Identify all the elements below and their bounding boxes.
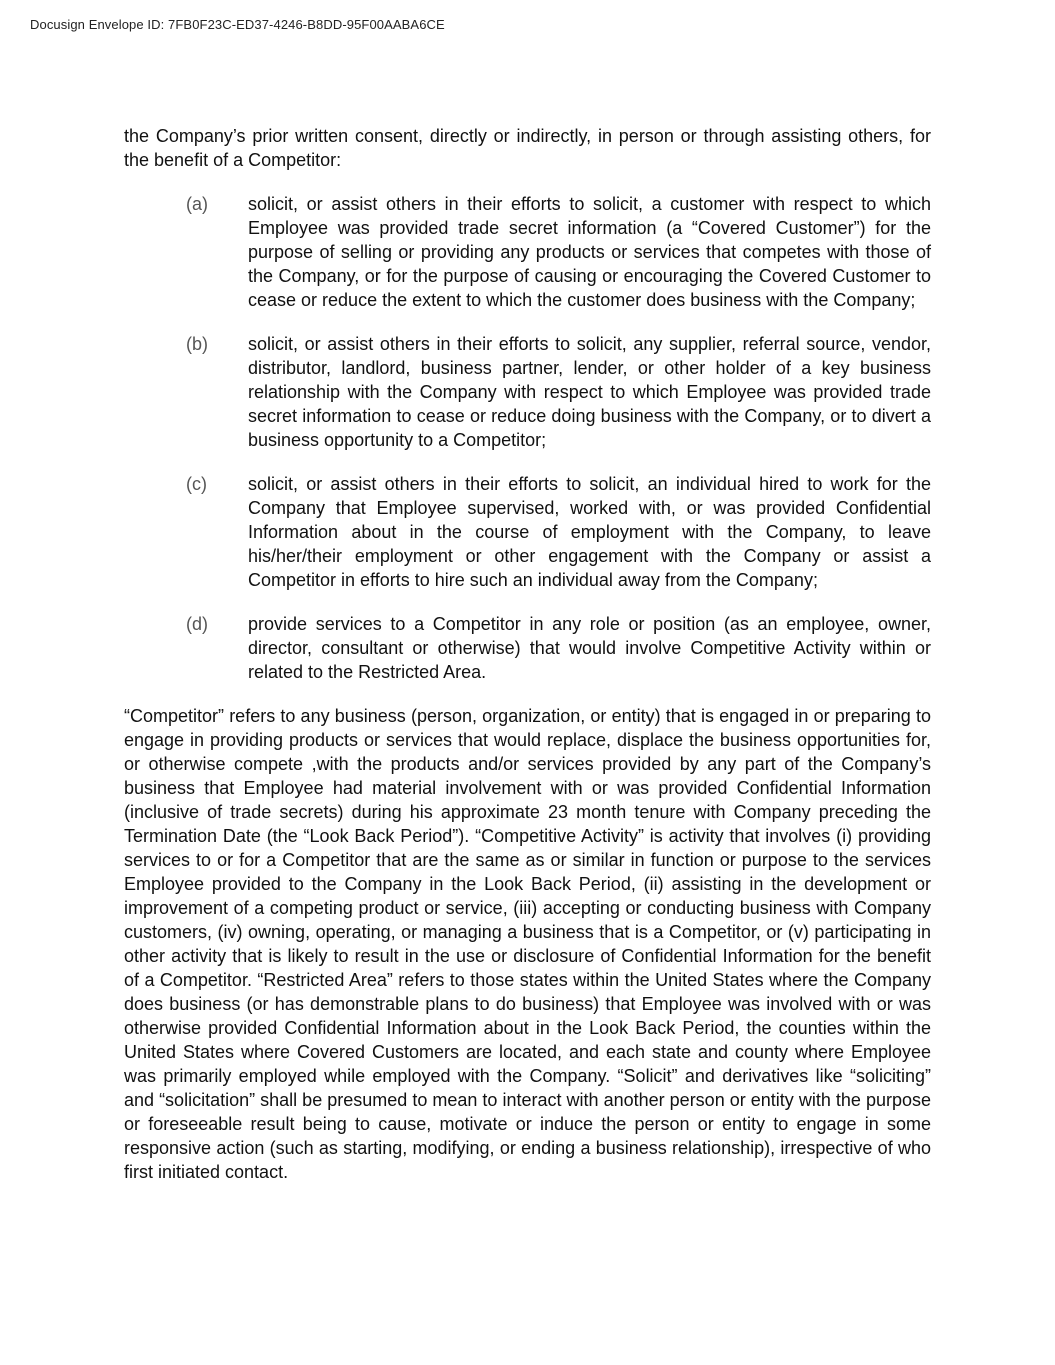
definitions-paragraph: “Competitor” refers to any business (person, organization, or entity) that is engaged in or preparing to engage in providing products or services that would replace, displace the business opportunities for, or otherwise compete ,with the products and/or services provided by any part of the Company’s business that Employee had material involvement with or was provided Confidential Information (inclusive of trade secrets) during his approximate 23 month tenure with Company preceding the Termination Date (the “Look Back Period”). “Competitive Activity” is activity that involves (i) providing services to or for a Competitor that are the same as or similar in function or purpose to the services Employee provided to the Company in the Look Back Period, (ii) assisting in the development or improvement of a competing product or service, (iii) accepting or conducting business with Company customers, (iv) owning, operating, or managing a business that is a Competitor, or (v) participating in other activity that is likely to result in the use or disclosure of Confidential Information for the benefit of a Competitor. “Restricted Area” refers to those states within the United States where the Company does business (or has demonstrable plans to do business) that Employee was involved with or was otherwise provided Confidential Information about in the Look Back Period, the counties within the United States where Covered Customers are located, and each state and county where Employee was primarily employed while employed with the Company. “Solicit” and derivatives like “soliciting” and “solicitation” shall be presumed to mean to interact with another person or entity with the purpose or foreseeable result being to cause, motivate or induce the person or entity to engage in some responsive action (such as starting, modifying, or ending a business relationship), irrespective of who first initiated contact. <box>124 706 931 1182</box>
list-item-text: provide services to a Competitor in any role or position (as an employee, owner, director, consultant or otherwise) that would involve Competitive Activity within or related to the Restricted Area. <box>248 614 931 682</box>
list-item-label: (d) <box>186 614 208 634</box>
list-item-text: solicit, or assist others in their efforts to solicit, a customer with respect to which Employee was provided trade secret information (a “Covered Customer”) for the purpose of selling or providing any products or services that competes with those of the Company, or for the purpose of causing or encouraging the Covered Customer to cease or reduce the extent to which the customer does business with the Company; <box>248 194 931 310</box>
list-item-text: solicit, or assist others in their efforts to solicit, any supplier, referral source, vendor, distributor, landlord, business partner, lender, or other holder of a key business relationship with the Company with respect to which Employee was provided trade secret information to cease or reduce doing business with the Company, or to divert a business opportunity to a Competitor; <box>248 334 931 450</box>
list-item-label: (c) <box>186 474 207 494</box>
list-item-text: solicit, or assist others in their efforts to solicit, an individual hired to work for the Company that Employee supervised, worked with, or was provided Confidential Information about in the course of employment with the Company, to leave his/her/their employment or other engagement with the Company or assist a Competitor in efforts to hire such an individual away from the Company; <box>248 474 931 590</box>
list-item-label: (a) <box>186 194 208 214</box>
envelope-id-header: Docusign Envelope ID: 7FB0F23C-ED37-4246-B8DD-95F00AABA6CE <box>30 17 445 32</box>
restriction-list <box>124 192 931 684</box>
list-item <box>124 612 931 684</box>
document-body <box>124 124 931 1184</box>
list-item <box>124 192 931 312</box>
list-item-label: (b) <box>186 334 208 354</box>
list-item <box>124 332 931 452</box>
intro-paragraph: the Company’s prior written consent, directly or indirectly, in person or through assisting others, for the benefit of a Competitor: <box>124 126 931 170</box>
list-item <box>124 472 931 592</box>
